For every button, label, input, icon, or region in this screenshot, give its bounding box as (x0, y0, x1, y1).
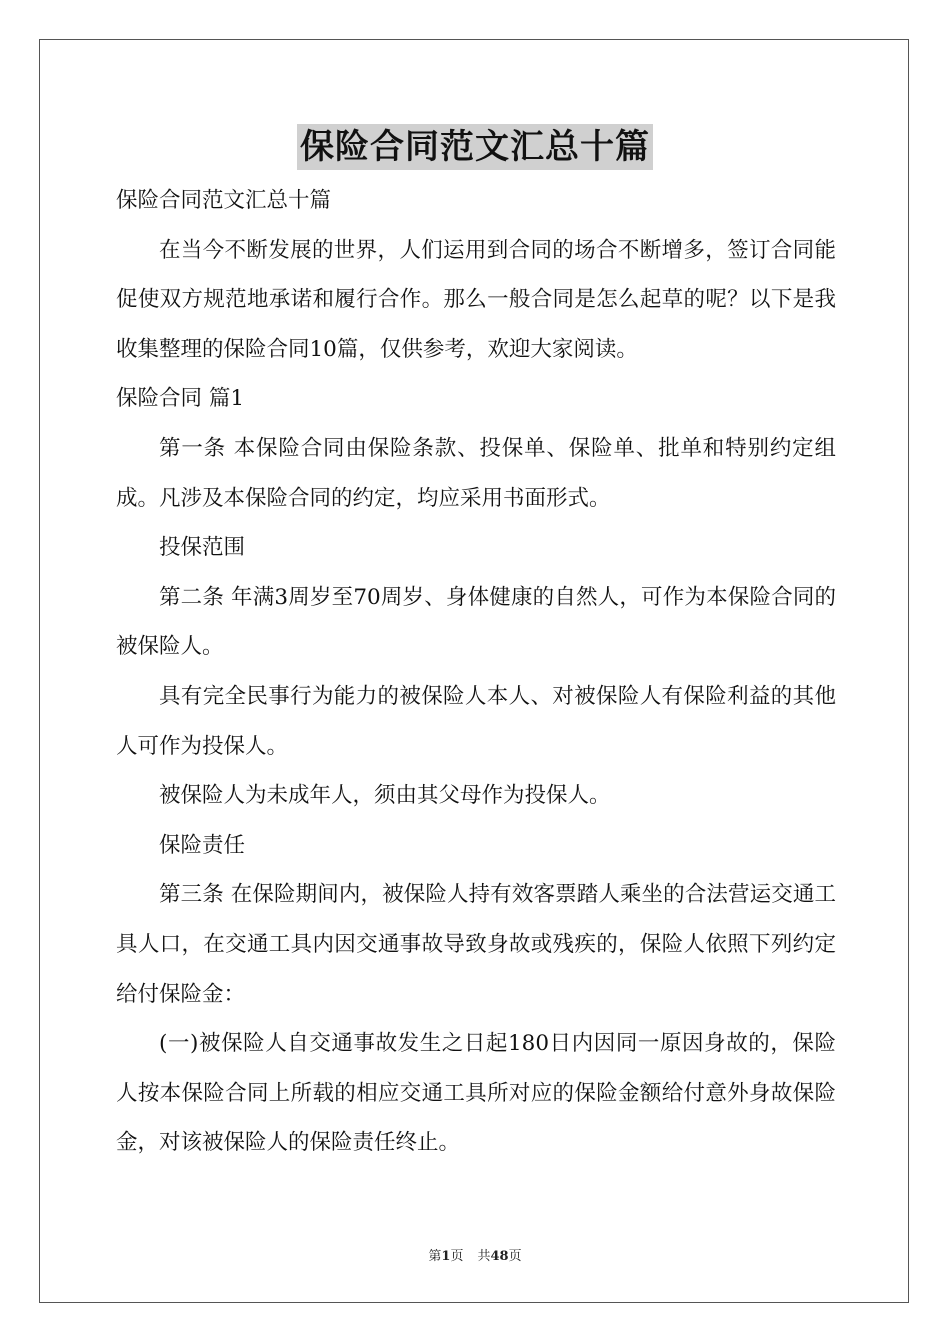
paragraph: 被保险人为未成年人，须由其父母作为投保人。 (159, 783, 611, 809)
paragraph: 保险责任 (159, 832, 246, 858)
footer-page-prefix: 第 (428, 1249, 442, 1264)
paragraph: (一)被保险人自交通事故发生之日起180日内因同一原因身故的，保险人按本保险合同上所载的相应交通工具所对应的保险金额给付意外身故保险金，对该被保险人的保险责任终止。 (116, 1031, 836, 1156)
footer-total-prefix: 共 (477, 1249, 491, 1264)
document-body (116, 176, 836, 1168)
footer-total-suffix: 页 (508, 1249, 522, 1264)
paragraph: 保险合同 篇1 (116, 386, 245, 412)
paragraph: 投保范围 (159, 535, 246, 561)
footer-page-current: 1 (441, 1249, 451, 1264)
footer-page-total: 48 (490, 1249, 509, 1264)
paragraph: 第二条 年满3周岁至70周岁、身体健康的自然人，可作为本保险合同的被保险人。 (116, 584, 836, 660)
paragraph: 在当今不断发展的世界，人们运用到合同的场合不断增多，签订合同能促使双方规范地承诺和履行合作。那么一般合同是怎么起草的呢？以下是我收集整理的保险合同10篇，仅供参考，欢迎大家阅读。 (116, 237, 836, 362)
paragraph: 具有完全民事行为能力的被保险人本人、对被保险人有保险利益的其他人可作为投保人。 (116, 683, 836, 759)
document-title: 保险合同范文汇总十篇 (297, 124, 653, 170)
paragraph: 保险合同范文汇总十篇 (116, 188, 332, 213)
page-footer (0, 1248, 950, 1266)
document-title-wrap (0, 124, 950, 170)
footer-page-suffix: 页 (450, 1249, 464, 1264)
paragraph: 第三条 在保险期间内，被保险人持有效客票踏人乘坐的合法营运交通工具人口，在交通工具内因交通事故导致身故或残疾的，保险人依照下列约定给付保险金： (116, 882, 836, 1007)
paragraph: 第一条 本保险合同由保险条款、投保单、保险单、批单和特别约定组成。凡涉及本保险合同的约定，均应采用书面形式。 (116, 435, 836, 511)
